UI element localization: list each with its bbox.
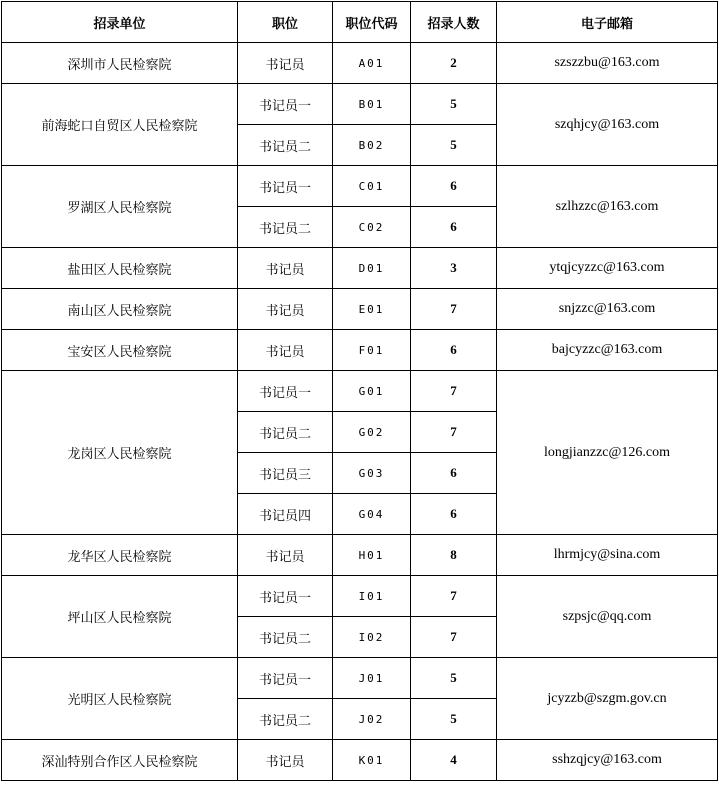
position-title: 书记员 (238, 330, 333, 371)
recruit-count: 6 (411, 330, 497, 371)
position-code: J02 (333, 699, 411, 740)
header-position: 职位 (238, 2, 333, 43)
position-title: 书记员二 (238, 207, 333, 248)
email-address: szlhzzc@163.com (497, 166, 718, 248)
position-code: F01 (333, 330, 411, 371)
email-address: bajcyzzc@163.com (497, 330, 718, 371)
position-code: H01 (333, 535, 411, 576)
position-title: 书记员二 (238, 412, 333, 453)
email-address: longjianzzc@126.com (497, 371, 718, 535)
position-title: 书记员 (238, 248, 333, 289)
position-title: 书记员一 (238, 658, 333, 699)
recruit-count: 6 (411, 494, 497, 535)
position-title: 书记员二 (238, 125, 333, 166)
position-code: A01 (333, 43, 411, 84)
position-title: 书记员三 (238, 453, 333, 494)
email-address: ytqjcyzzc@163.com (497, 248, 718, 289)
position-code: J01 (333, 658, 411, 699)
recruit-count: 7 (411, 371, 497, 412)
table-row (2, 371, 718, 412)
table-row (2, 248, 718, 289)
email-address: lhrmjcy@sina.com (497, 535, 718, 576)
recruit-count: 5 (411, 84, 497, 125)
position-code: G04 (333, 494, 411, 535)
position-code: D01 (333, 248, 411, 289)
email-address: szpsjc@qq.com (497, 576, 718, 658)
email-address: jcyzzb@szgm.gov.cn (497, 658, 718, 740)
position-code: B02 (333, 125, 411, 166)
table-row (2, 289, 718, 330)
table-row (2, 535, 718, 576)
unit-name: 深圳市人民检察院 (2, 43, 238, 84)
position-code: E01 (333, 289, 411, 330)
header-code: 职位代码 (333, 2, 411, 43)
email-address: snjzzc@163.com (497, 289, 718, 330)
position-code: B01 (333, 84, 411, 125)
unit-name: 南山区人民检察院 (2, 289, 238, 330)
header-unit: 招录单位 (2, 2, 238, 43)
recruitment-table (1, 1, 718, 781)
recruit-count: 5 (411, 699, 497, 740)
unit-name: 罗湖区人民检察院 (2, 166, 238, 248)
unit-name: 宝安区人民检察院 (2, 330, 238, 371)
email-address: szqhjcy@163.com (497, 84, 718, 166)
email-address: sshzqjcy@163.com (497, 740, 718, 781)
recruit-count: 6 (411, 207, 497, 248)
unit-name: 坪山区人民检察院 (2, 576, 238, 658)
position-code: I02 (333, 617, 411, 658)
recruit-count: 2 (411, 43, 497, 84)
position-code: G02 (333, 412, 411, 453)
header-row (2, 2, 718, 43)
position-title: 书记员 (238, 289, 333, 330)
table-row (2, 658, 718, 699)
position-code: C01 (333, 166, 411, 207)
position-code: I01 (333, 576, 411, 617)
position-title: 书记员一 (238, 84, 333, 125)
header-email: 电子邮箱 (497, 2, 718, 43)
recruit-count: 4 (411, 740, 497, 781)
recruit-count: 5 (411, 125, 497, 166)
unit-name: 龙华区人民检察院 (2, 535, 238, 576)
position-title: 书记员 (238, 535, 333, 576)
table-row (2, 84, 718, 125)
header-count: 招录人数 (411, 2, 497, 43)
recruit-count: 7 (411, 617, 497, 658)
recruit-count: 7 (411, 576, 497, 617)
position-title: 书记员二 (238, 617, 333, 658)
table-row (2, 740, 718, 781)
unit-name: 龙岗区人民检察院 (2, 371, 238, 535)
recruit-count: 6 (411, 166, 497, 207)
recruit-count: 6 (411, 453, 497, 494)
position-code: G01 (333, 371, 411, 412)
unit-name: 前海蛇口自贸区人民检察院 (2, 84, 238, 166)
table-row (2, 330, 718, 371)
table-row (2, 576, 718, 617)
position-code: G03 (333, 453, 411, 494)
position-title: 书记员一 (238, 576, 333, 617)
position-title: 书记员一 (238, 166, 333, 207)
recruit-count: 5 (411, 658, 497, 699)
position-code: K01 (333, 740, 411, 781)
position-title: 书记员 (238, 740, 333, 781)
position-title: 书记员四 (238, 494, 333, 535)
unit-name: 盐田区人民检察院 (2, 248, 238, 289)
email-address: szszzbu@163.com (497, 43, 718, 84)
table-row (2, 166, 718, 207)
position-code: C02 (333, 207, 411, 248)
recruit-count: 8 (411, 535, 497, 576)
recruit-count: 7 (411, 412, 497, 453)
recruit-count: 7 (411, 289, 497, 330)
table-row (2, 43, 718, 84)
recruit-count: 3 (411, 248, 497, 289)
unit-name: 深汕特别合作区人民检察院 (2, 740, 238, 781)
table-body (2, 43, 718, 781)
unit-name: 光明区人民检察院 (2, 658, 238, 740)
position-title: 书记员二 (238, 699, 333, 740)
position-title: 书记员一 (238, 371, 333, 412)
position-title: 书记员 (238, 43, 333, 84)
